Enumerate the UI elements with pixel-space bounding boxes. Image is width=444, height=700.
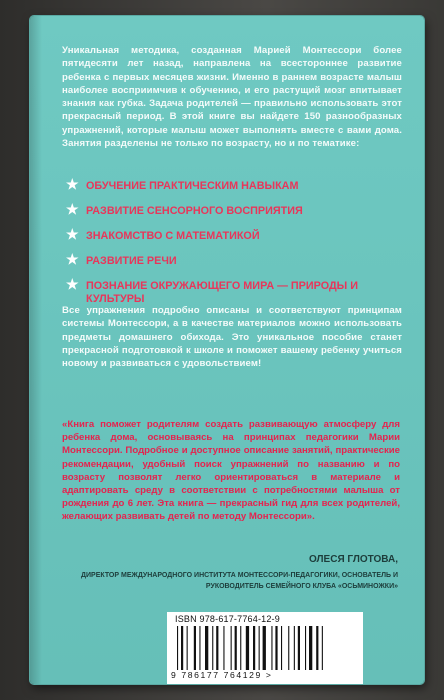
- topic-label: РАЗВИТИЕ РЕЧИ: [86, 255, 177, 267]
- review-quote: «Книга поможет родителям создать развивающую атмосферу для ребенка дома, основываясь на принципах педагогики Марии Монтессори. Подробное и доступное описание занятий, практические рекомендации, удобный поиск упражнений по названию и по возрасту позволят легко ориентироваться в материале и адаптировать среду в соответствии с потребностями малыша от рождения до 6 лет. Эта книга — прекрасный гид для всех родителей, желающих развивать детей по методу Монтессори».: [62, 419, 400, 523]
- methods-paragraph: Все упражнения подробно описаны и соответствуют принципам системы Монтессори, а в качестве материалов можно использовать предметы домашнего обихода. Это уникальное пособие станет прекрасной подготовкой к школе и поможет вашему ребенку учиться новому и развиваться с удовольствием!: [62, 305, 402, 370]
- quote-author: ОЛЕСЯ ГЛОТОВА,: [309, 554, 398, 565]
- topic-item: [66, 201, 406, 218]
- book-back-cover: [30, 16, 424, 684]
- topic-item: [66, 176, 406, 193]
- star-icon: ★: [66, 226, 79, 242]
- topic-label: ЗНАКОМСТВО С МАТЕМАТИКОЙ: [86, 230, 260, 242]
- barcode-digits: 9 786177 764129 >: [171, 670, 273, 680]
- topic-item: [66, 276, 406, 306]
- topic-item: [66, 251, 406, 268]
- isbn-text: ISBN 978-617-7764-12-9: [175, 614, 280, 624]
- topics-list: [66, 176, 406, 318]
- star-icon: ★: [66, 251, 79, 267]
- intro-paragraph: Уникальная методика, созданная Марией Монтессори более пятидесяти лет назад, направлена на всестороннее развитие ребенка с первых месяцев жизни. Именно в раннем возрасте малыш наиболее восприимчив к обучению, и его растущий мозг впитывает знания как губка. Задача родителей — правильно использовать этот прекрасный период. В этой книге вы найдете 150 разнообразных упражнений, которые малыш может выполнять вместе с вами дома. Занятия разделены не только по возрасту, но и по тематике:: [62, 45, 402, 150]
- topic-label: ОБУЧЕНИЕ ПРАКТИЧЕСКИМ НАВЫКАМ: [86, 180, 299, 192]
- star-icon: ★: [66, 176, 79, 192]
- spine-shadow: [30, 16, 42, 684]
- quote-author-role: ДИРЕКТОР МЕЖДУНАРОДНОГО ИНСТИТУТА МОНТЕССОРИ-ПЕДАГОГИКИ, ОСНОВАТЕЛЬ И РУКОВОДИТЕЛЬ СЕМЕЙНОГО КЛУБА «ОСЬМИНОЖКИ»: [81, 572, 398, 590]
- topic-label: ПОЗНАНИЕ ОКРУЖАЮЩЕГО МИРА — ПРИРОДЫ И КУЛЬТУРЫ: [86, 280, 358, 305]
- barcode-label: [167, 612, 363, 684]
- star-icon: ★: [66, 276, 79, 292]
- star-icon: ★: [66, 201, 79, 217]
- barcode-icon: [175, 626, 353, 670]
- topic-label: РАЗВИТИЕ СЕНСОРНОГО ВОСПРИЯТИЯ: [86, 205, 303, 217]
- topic-item: [66, 226, 406, 243]
